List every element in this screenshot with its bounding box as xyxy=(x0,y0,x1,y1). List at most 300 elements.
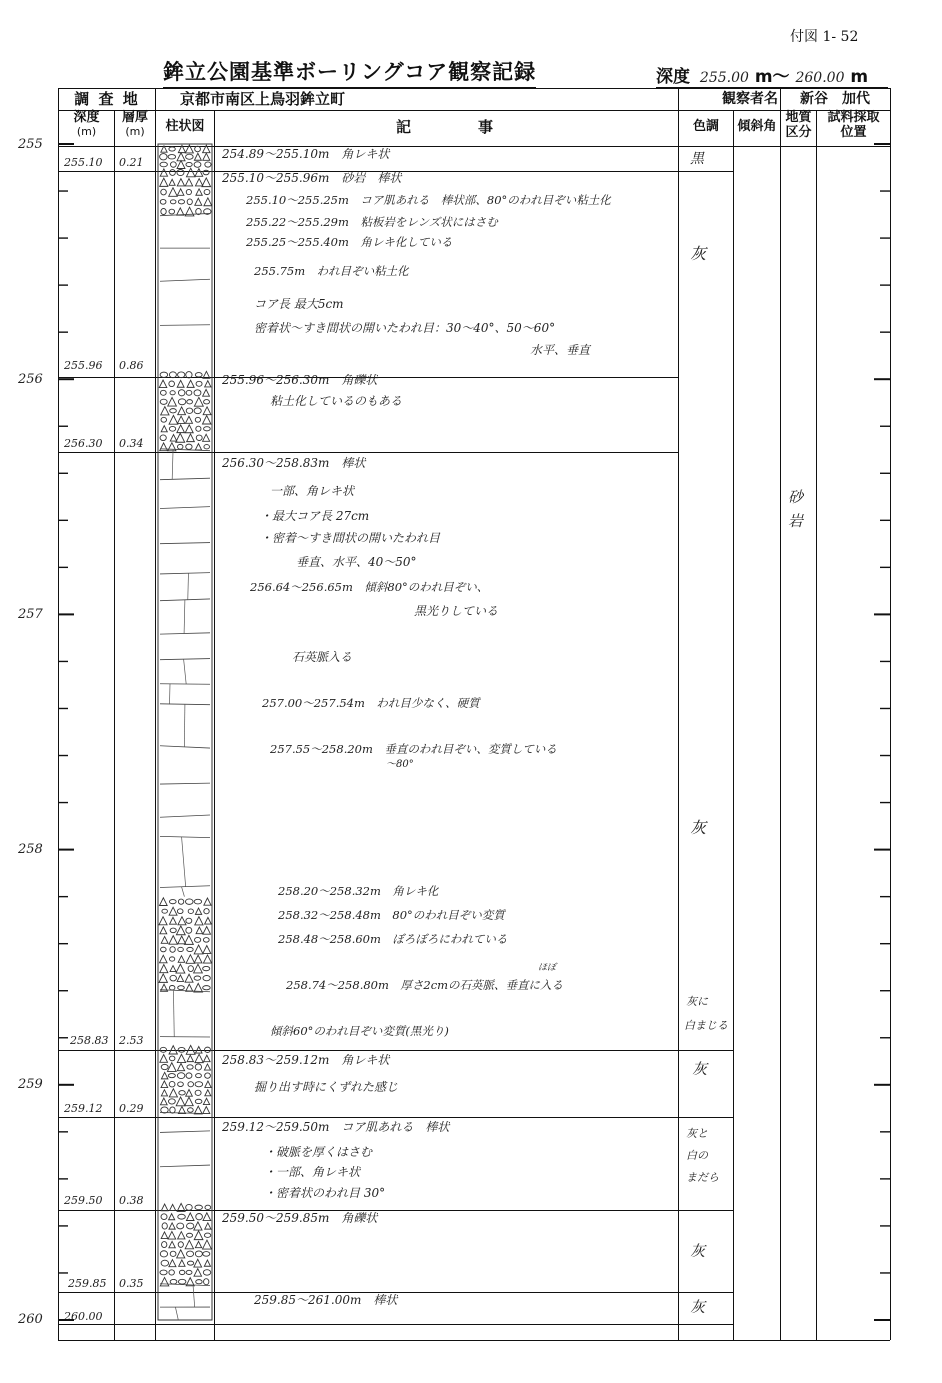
core-rubble-fragment xyxy=(160,1055,168,1063)
core-block-joint xyxy=(160,573,210,574)
core-block-joint xyxy=(160,325,210,326)
note: 〜80° xyxy=(386,759,414,770)
layer-thickness: 0.34 xyxy=(119,437,144,450)
core-rubble-fragment xyxy=(177,909,183,914)
core-block-fracture xyxy=(182,887,185,897)
core-rubble-fragment xyxy=(196,1074,202,1078)
core-block-joint xyxy=(160,1112,210,1113)
core-rubble-fragment xyxy=(195,1241,201,1247)
layer-thickness: 0.21 xyxy=(119,156,144,169)
core-rubble-fragment xyxy=(177,153,185,161)
core-rubble-fragment xyxy=(187,1108,193,1113)
core-rubble-fragment xyxy=(178,986,185,990)
core-rubble-fragment xyxy=(196,189,202,195)
col-divider-chart xyxy=(214,110,215,1340)
col-divider-color xyxy=(733,110,734,1340)
core-rubble-fragment xyxy=(160,178,168,186)
core-rubble-fragment xyxy=(161,209,166,215)
color-tone: 灰に xyxy=(686,995,708,1008)
core-block-fracture xyxy=(193,1285,195,1307)
core-rubble-fragment xyxy=(178,1232,185,1239)
core-block-joint xyxy=(160,886,210,888)
depth-range-unit-from: m〜 xyxy=(754,67,790,87)
geology-line-1: 砂 xyxy=(788,488,804,506)
core-rubble-fragment xyxy=(160,443,168,451)
core-rubble-fragment xyxy=(186,899,194,904)
core-rubble-fragment xyxy=(178,200,184,204)
page-label: 付図 1- 52 xyxy=(790,29,859,45)
core-rubble-fragment xyxy=(177,189,184,196)
core-rubble-fragment xyxy=(204,1279,209,1285)
core-rubble-fragment xyxy=(187,400,193,404)
core-block-fracture xyxy=(184,704,185,747)
core-rubble-fragment xyxy=(170,391,175,395)
core-rubble-fragment xyxy=(169,1223,175,1229)
core-rubble-fragment xyxy=(176,433,185,442)
core-rubble-fragment xyxy=(204,209,211,215)
depth-range-from: 255.00 xyxy=(699,70,749,86)
core-rubble-fragment xyxy=(170,917,177,924)
core-rubble-fragment xyxy=(176,964,185,973)
core-rubble-fragment xyxy=(161,1081,168,1088)
color-boundary xyxy=(678,1292,733,1293)
core-rubble-fragment xyxy=(187,1251,194,1257)
survey-site-label: 調 査 地 xyxy=(74,90,140,108)
core-block-joint xyxy=(160,1165,210,1167)
core-rubble-fragment xyxy=(196,426,201,431)
layer-depth: 259.50 xyxy=(64,1194,103,1207)
depth-range-label: 深度 xyxy=(656,67,690,87)
core-rubble-fragment xyxy=(196,381,202,386)
core-rubble-fragment xyxy=(185,974,193,982)
core-rubble-fragment xyxy=(161,984,168,991)
col-header-notes-2: 事 xyxy=(478,118,494,136)
core-block-joint xyxy=(160,836,210,837)
core-rubble-fragment xyxy=(177,161,185,169)
note: 256.30〜258.83m 棒状 xyxy=(222,456,366,470)
core-rubble-fragment xyxy=(162,909,168,913)
note: ・最大コア長 27cm xyxy=(260,509,370,523)
core-rubble-fragment xyxy=(205,917,212,924)
core-rubble-fragment xyxy=(178,407,186,415)
core-rubble-fragment xyxy=(196,927,203,934)
core-rubble-fragment xyxy=(161,1090,167,1096)
core-rubble-fragment xyxy=(195,917,203,925)
core-rubble-fragment xyxy=(178,1214,186,1219)
core-rubble-fragment xyxy=(169,147,175,151)
survey-site-value: 京都市南区上鳥羽鉾立町 xyxy=(180,90,346,108)
core-rubble-fragment xyxy=(203,434,210,441)
core-rubble-fragment xyxy=(195,198,202,205)
observer-value: 新谷 加代 xyxy=(800,91,870,107)
core-rubble-fragment xyxy=(203,1098,209,1104)
core-rubble-fragment xyxy=(186,154,194,159)
core-rubble-fragment xyxy=(203,938,209,943)
core-rubble-fragment xyxy=(167,1063,176,1072)
core-block-joint xyxy=(160,478,210,480)
core-rubble-fragment xyxy=(194,955,202,963)
note: 259.12〜259.50m コア肌あれる 棒状 xyxy=(222,1120,450,1134)
core-rubble-fragment xyxy=(169,1056,175,1061)
layer-depth: 255.96 xyxy=(64,359,103,372)
core-rubble-fragment xyxy=(187,1223,194,1229)
core-rubble-fragment xyxy=(169,415,178,424)
core-block-joint xyxy=(160,449,210,451)
core-rubble-fragment xyxy=(179,1270,184,1274)
layer-thickness: 0.86 xyxy=(119,359,144,372)
table-top-border xyxy=(58,88,890,89)
core-rubble-fragment xyxy=(204,189,210,194)
core-rubble-fragment xyxy=(161,947,167,952)
depth-range-to: 260.00 xyxy=(795,70,845,86)
core-rubble-fragment xyxy=(203,153,210,160)
core-rubble-fragment xyxy=(168,397,177,406)
core-rubble-fragment xyxy=(196,1280,202,1284)
core-rubble-fragment xyxy=(195,1090,201,1095)
core-rubble-fragment xyxy=(203,986,211,990)
scale-label: 260 xyxy=(18,1312,43,1327)
col-header-sampling xyxy=(817,111,890,141)
table-row-divider xyxy=(58,110,890,111)
col-header-notes-1: 記 xyxy=(396,118,412,136)
core-rubble-fragment xyxy=(160,162,167,167)
note: 水平、垂直 xyxy=(530,343,591,357)
color-tone: 灰 xyxy=(690,818,707,837)
core-rubble-fragment xyxy=(186,408,193,413)
col-header-thickness-label: 層厚 xyxy=(121,110,148,125)
color-tone: 白の xyxy=(686,1149,708,1162)
depth-range-unit-to: m xyxy=(850,67,869,87)
core-rubble-fragment xyxy=(185,1097,193,1105)
core-rubble-fragment xyxy=(177,975,183,981)
core-rubble-fragment xyxy=(203,966,210,970)
core-block-fracture xyxy=(182,837,186,887)
core-rubble-fragment xyxy=(186,1278,194,1286)
core-block-joint xyxy=(160,633,210,634)
core-rubble-fragment xyxy=(186,955,195,964)
core-rubble-fragment xyxy=(160,399,167,404)
color-tone: 灰 xyxy=(692,1060,708,1078)
core-rubble-fragment xyxy=(205,1223,211,1229)
core-rubble-fragment xyxy=(161,936,168,943)
core-rubble-fragment xyxy=(178,936,186,944)
core-rubble-fragment xyxy=(186,1270,192,1274)
col-header-column-chart: 柱状図 xyxy=(165,119,205,134)
core-rubble-fragment xyxy=(203,1107,210,1114)
core-rubble-fragment xyxy=(196,1214,203,1220)
core-rubble-fragment xyxy=(170,947,175,953)
col-header-color-tone: 色調 xyxy=(692,119,719,134)
core-rubble-fragment xyxy=(169,209,175,214)
core-rubble-fragment xyxy=(177,1073,184,1079)
core-block-joint xyxy=(160,815,210,817)
core-rubble-fragment xyxy=(203,407,211,415)
core-rubble-fragment xyxy=(170,966,176,972)
core-rubble-fragment xyxy=(170,200,176,204)
layer-depth: 259.85 xyxy=(68,1277,107,1290)
color-boundary xyxy=(678,1210,733,1211)
col-header-geology-2: 区分 xyxy=(785,124,812,140)
note: ・一部、角レキ状 xyxy=(264,1165,361,1179)
core-block-joint xyxy=(160,1284,210,1286)
core-rubble-fragment xyxy=(162,1242,167,1248)
note: 掘り出す時にくずれた感じ xyxy=(254,1080,399,1094)
core-rubble-fragment xyxy=(186,444,192,449)
core-rubble-fragment xyxy=(194,1269,202,1277)
core-rubble-fragment xyxy=(185,179,192,186)
core-rubble-fragment xyxy=(204,400,210,404)
note: 密着状〜すき間状の開いたわれ目：30〜40°、50〜60° xyxy=(254,321,556,335)
core-rubble-fragment xyxy=(168,1074,175,1078)
core-rubble-fragment xyxy=(186,1089,193,1096)
color-tone: 灰 xyxy=(690,1242,706,1260)
col-header-thickness-unit: (m) xyxy=(125,124,145,138)
core-rubble-fragment xyxy=(169,1099,176,1104)
note: 258.74〜258.80m 厚さ2cmの石英脈、垂直に入る xyxy=(286,978,564,992)
color-tone: 黒 xyxy=(690,151,704,167)
col-divider-geology xyxy=(816,110,817,1340)
core-block-joint xyxy=(160,783,210,784)
core-rubble-fragment xyxy=(187,199,192,205)
core-rubble-fragment xyxy=(179,1091,185,1096)
core-rubble-fragment xyxy=(178,1106,185,1113)
core-rubble-fragment xyxy=(168,1231,176,1239)
col-header-depth xyxy=(59,111,114,139)
core-rubble-fragment xyxy=(187,1261,193,1265)
note: 259.50〜259.85m 角礫状 xyxy=(222,1211,378,1225)
table-left-border xyxy=(58,88,59,1340)
core-rubble-fragment xyxy=(160,154,167,160)
core-rubble-fragment xyxy=(204,909,209,914)
core-rubble-fragment xyxy=(177,179,184,186)
core-rubble-fragment xyxy=(185,416,192,423)
core-rubble-fragment xyxy=(203,389,210,396)
core-rubble-fragment xyxy=(170,435,177,442)
color-tone: まだら xyxy=(686,1171,719,1184)
core-rubble-fragment xyxy=(194,899,201,904)
core-rubble-fragment xyxy=(188,1082,194,1087)
core-rubble-fragment xyxy=(187,1055,193,1061)
core-block-joint xyxy=(160,659,210,660)
core-rubble-fragment xyxy=(169,1089,177,1097)
core-rubble-fragment xyxy=(186,390,192,395)
core-rubble-fragment xyxy=(160,169,167,176)
core-rubble-fragment xyxy=(169,1214,175,1220)
col-header-sampling-2: 位置 xyxy=(840,124,867,140)
core-rubble-fragment xyxy=(162,1223,167,1229)
layer-depth: 258.83 xyxy=(70,1034,109,1047)
core-rubble-fragment xyxy=(184,935,193,944)
color-tone: 灰と xyxy=(686,1127,708,1140)
core-rubble-fragment xyxy=(161,1072,168,1079)
core-rubble-fragment xyxy=(160,390,166,395)
core-rubble-fragment xyxy=(176,1097,185,1106)
core-rubble-fragment xyxy=(204,445,210,449)
col-divider-dip xyxy=(780,110,781,1340)
core-rubble-fragment xyxy=(204,1055,211,1062)
note: 258.20〜258.32m 角レキ化 xyxy=(278,884,439,898)
core-rubble-fragment xyxy=(178,899,183,904)
color-tone: 灰 xyxy=(690,1298,706,1316)
col-header-thickness xyxy=(115,111,155,139)
core-rubble-fragment xyxy=(170,928,176,933)
core-rubble-fragment xyxy=(169,1081,175,1086)
core-rubble-fragment xyxy=(178,399,185,405)
core-rubble-fragment xyxy=(195,146,201,152)
core-rubble-fragment xyxy=(205,1081,211,1087)
core-rubble-fragment xyxy=(202,416,210,424)
core-rubble-fragment xyxy=(187,380,194,387)
core-rubble-fragment xyxy=(177,380,184,387)
core-rubble-fragment xyxy=(195,444,201,450)
core-rubble-fragment xyxy=(194,976,201,980)
core-rubble-fragment xyxy=(160,435,166,441)
col-header-dip: 傾斜角 xyxy=(737,119,777,134)
note: 255.96〜256.30m 角礫状 xyxy=(222,373,378,387)
core-rubble-fragment xyxy=(168,155,175,159)
layer-thickness: 0.35 xyxy=(119,1277,144,1290)
core-block-fracture xyxy=(184,600,185,634)
core-rubble-fragment xyxy=(203,975,210,980)
core-rubble-fragment xyxy=(186,1233,192,1237)
core-rubble-fragment xyxy=(195,417,200,422)
color-boundary xyxy=(678,1324,733,1325)
note: ・密着〜すき間状の開いたわれ目 xyxy=(260,531,441,545)
table-header-bottom xyxy=(58,146,890,147)
core-rubble-fragment xyxy=(179,1260,185,1266)
core-rubble-fragment xyxy=(205,381,211,387)
core-rubble-fragment xyxy=(194,390,201,396)
core-rubble-fragment xyxy=(169,426,175,431)
core-rubble-fragment xyxy=(169,986,174,990)
core-rubble-fragment xyxy=(159,898,167,906)
core-rubble-fragment xyxy=(194,1222,202,1230)
core-rubble-fragment xyxy=(186,1213,194,1221)
core-rubble-fragment xyxy=(205,1090,211,1096)
note: ・破脈を厚くはさむ xyxy=(264,1145,373,1159)
note: 一部、角レキ状 xyxy=(270,484,355,498)
core-rubble-fragment xyxy=(202,1240,211,1249)
layer-thickness: 2.53 xyxy=(119,1034,144,1047)
core-rubble-fragment xyxy=(204,1260,210,1266)
layer-boundary xyxy=(58,452,678,453)
core-rubble-fragment xyxy=(204,427,211,431)
core-rubble-fragment xyxy=(195,1099,202,1103)
core-rubble-fragment xyxy=(178,1242,183,1248)
core-rubble-fragment xyxy=(185,207,194,216)
core-rubble-fragment xyxy=(205,1073,211,1078)
core-rubble-fragment xyxy=(204,198,212,206)
core-rubble-fragment xyxy=(177,208,184,215)
core-rubble-fragment xyxy=(161,1107,168,1113)
color-tone: 白まじる xyxy=(684,1019,728,1032)
core-rubble-fragment xyxy=(169,179,175,185)
table-right-border xyxy=(890,88,891,1340)
col-divider-depth xyxy=(114,110,115,1340)
core-rubble-fragment xyxy=(194,1259,202,1267)
core-rubble-fragment xyxy=(185,425,193,433)
layer-depth: 256.30 xyxy=(64,437,103,450)
col-header-depth-unit: (m) xyxy=(76,124,97,138)
note: 258.48〜258.60m ぼろぼろにわれている xyxy=(278,932,508,946)
core-column-box xyxy=(158,144,212,1320)
note: 257.00〜257.54m われ目少なく、硬質 xyxy=(262,696,480,710)
note: 粘土化しているのもある xyxy=(270,394,403,408)
core-rubble-fragment xyxy=(188,909,193,914)
note: 256.64〜256.65m 傾斜80°のわれ目ぞい、 xyxy=(250,580,489,594)
core-rubble-fragment xyxy=(187,434,195,442)
core-rubble-fragment xyxy=(195,937,201,942)
core-rubble-fragment xyxy=(161,1232,168,1239)
core-rubble-fragment xyxy=(169,907,177,915)
core-rubble-fragment xyxy=(178,956,185,963)
core-block-joint xyxy=(160,704,210,705)
core-rubble-fragment xyxy=(160,965,168,973)
note: 垂直、水平、40〜50° xyxy=(296,555,417,569)
core-rubble-fragment xyxy=(159,380,167,388)
core-rubble-fragment xyxy=(194,408,201,414)
core-rubble-fragment xyxy=(195,1251,202,1257)
core-rubble-fragment xyxy=(177,1063,184,1070)
layer-thickness: 0.38 xyxy=(119,1194,144,1207)
core-rubble-fragment xyxy=(161,1214,167,1220)
core-rubble-fragment xyxy=(195,1064,201,1070)
note: 255.75m われ目ぞい粘土化 xyxy=(254,264,409,278)
core-rubble-fragment xyxy=(170,1251,176,1256)
note: 傾斜60°のわれ目ぞい変質(黒光り) xyxy=(270,1024,449,1038)
core-rubble-fragment xyxy=(195,169,203,177)
core-rubble-fragment xyxy=(186,918,192,923)
core-rubble-fragment xyxy=(204,1064,210,1070)
table-bottom-border xyxy=(58,1340,890,1341)
core-rubble-fragment xyxy=(169,381,175,387)
layer-depth: 259.12 xyxy=(64,1102,103,1115)
core-rubble-fragment xyxy=(161,1064,168,1069)
core-block-joint xyxy=(160,279,210,281)
core-rubble-fragment xyxy=(159,917,167,925)
core-rubble-fragment xyxy=(203,1213,211,1221)
core-block-joint xyxy=(160,599,210,601)
core-block-fracture xyxy=(172,450,173,479)
core-rubble-fragment xyxy=(161,417,167,422)
core-rubble-fragment xyxy=(204,1233,210,1237)
core-rubble-fragment xyxy=(194,945,203,954)
core-rubble-fragment xyxy=(186,189,191,194)
core-rubble-fragment xyxy=(177,1250,185,1258)
core-rubble-fragment xyxy=(170,975,176,981)
core-rubble-fragment xyxy=(160,1098,167,1105)
core-block-joint xyxy=(160,990,210,992)
core-rubble-fragment xyxy=(159,955,167,963)
core-rubble-fragment xyxy=(186,162,192,166)
layer-boundary xyxy=(58,1050,678,1051)
note: 255.10〜255.96m 砂岩 棒状 xyxy=(222,171,402,185)
core-block-joint xyxy=(160,507,210,509)
core-rubble-fragment xyxy=(188,966,193,972)
core-block-joint xyxy=(160,213,210,215)
core-rubble-fragment xyxy=(169,900,176,904)
core-rubble-fragment xyxy=(161,407,169,415)
core-block-fracture xyxy=(184,659,187,684)
core-rubble-fragment xyxy=(177,425,185,433)
core-rubble-fragment xyxy=(169,1260,176,1267)
core-rubble-fragment xyxy=(160,1270,167,1275)
layer-depth: 255.10 xyxy=(64,156,103,169)
core-rubble-fragment xyxy=(177,444,182,449)
core-block-joint xyxy=(160,543,210,544)
core-rubble-fragment xyxy=(194,983,203,992)
core-rubble-fragment xyxy=(202,178,211,187)
